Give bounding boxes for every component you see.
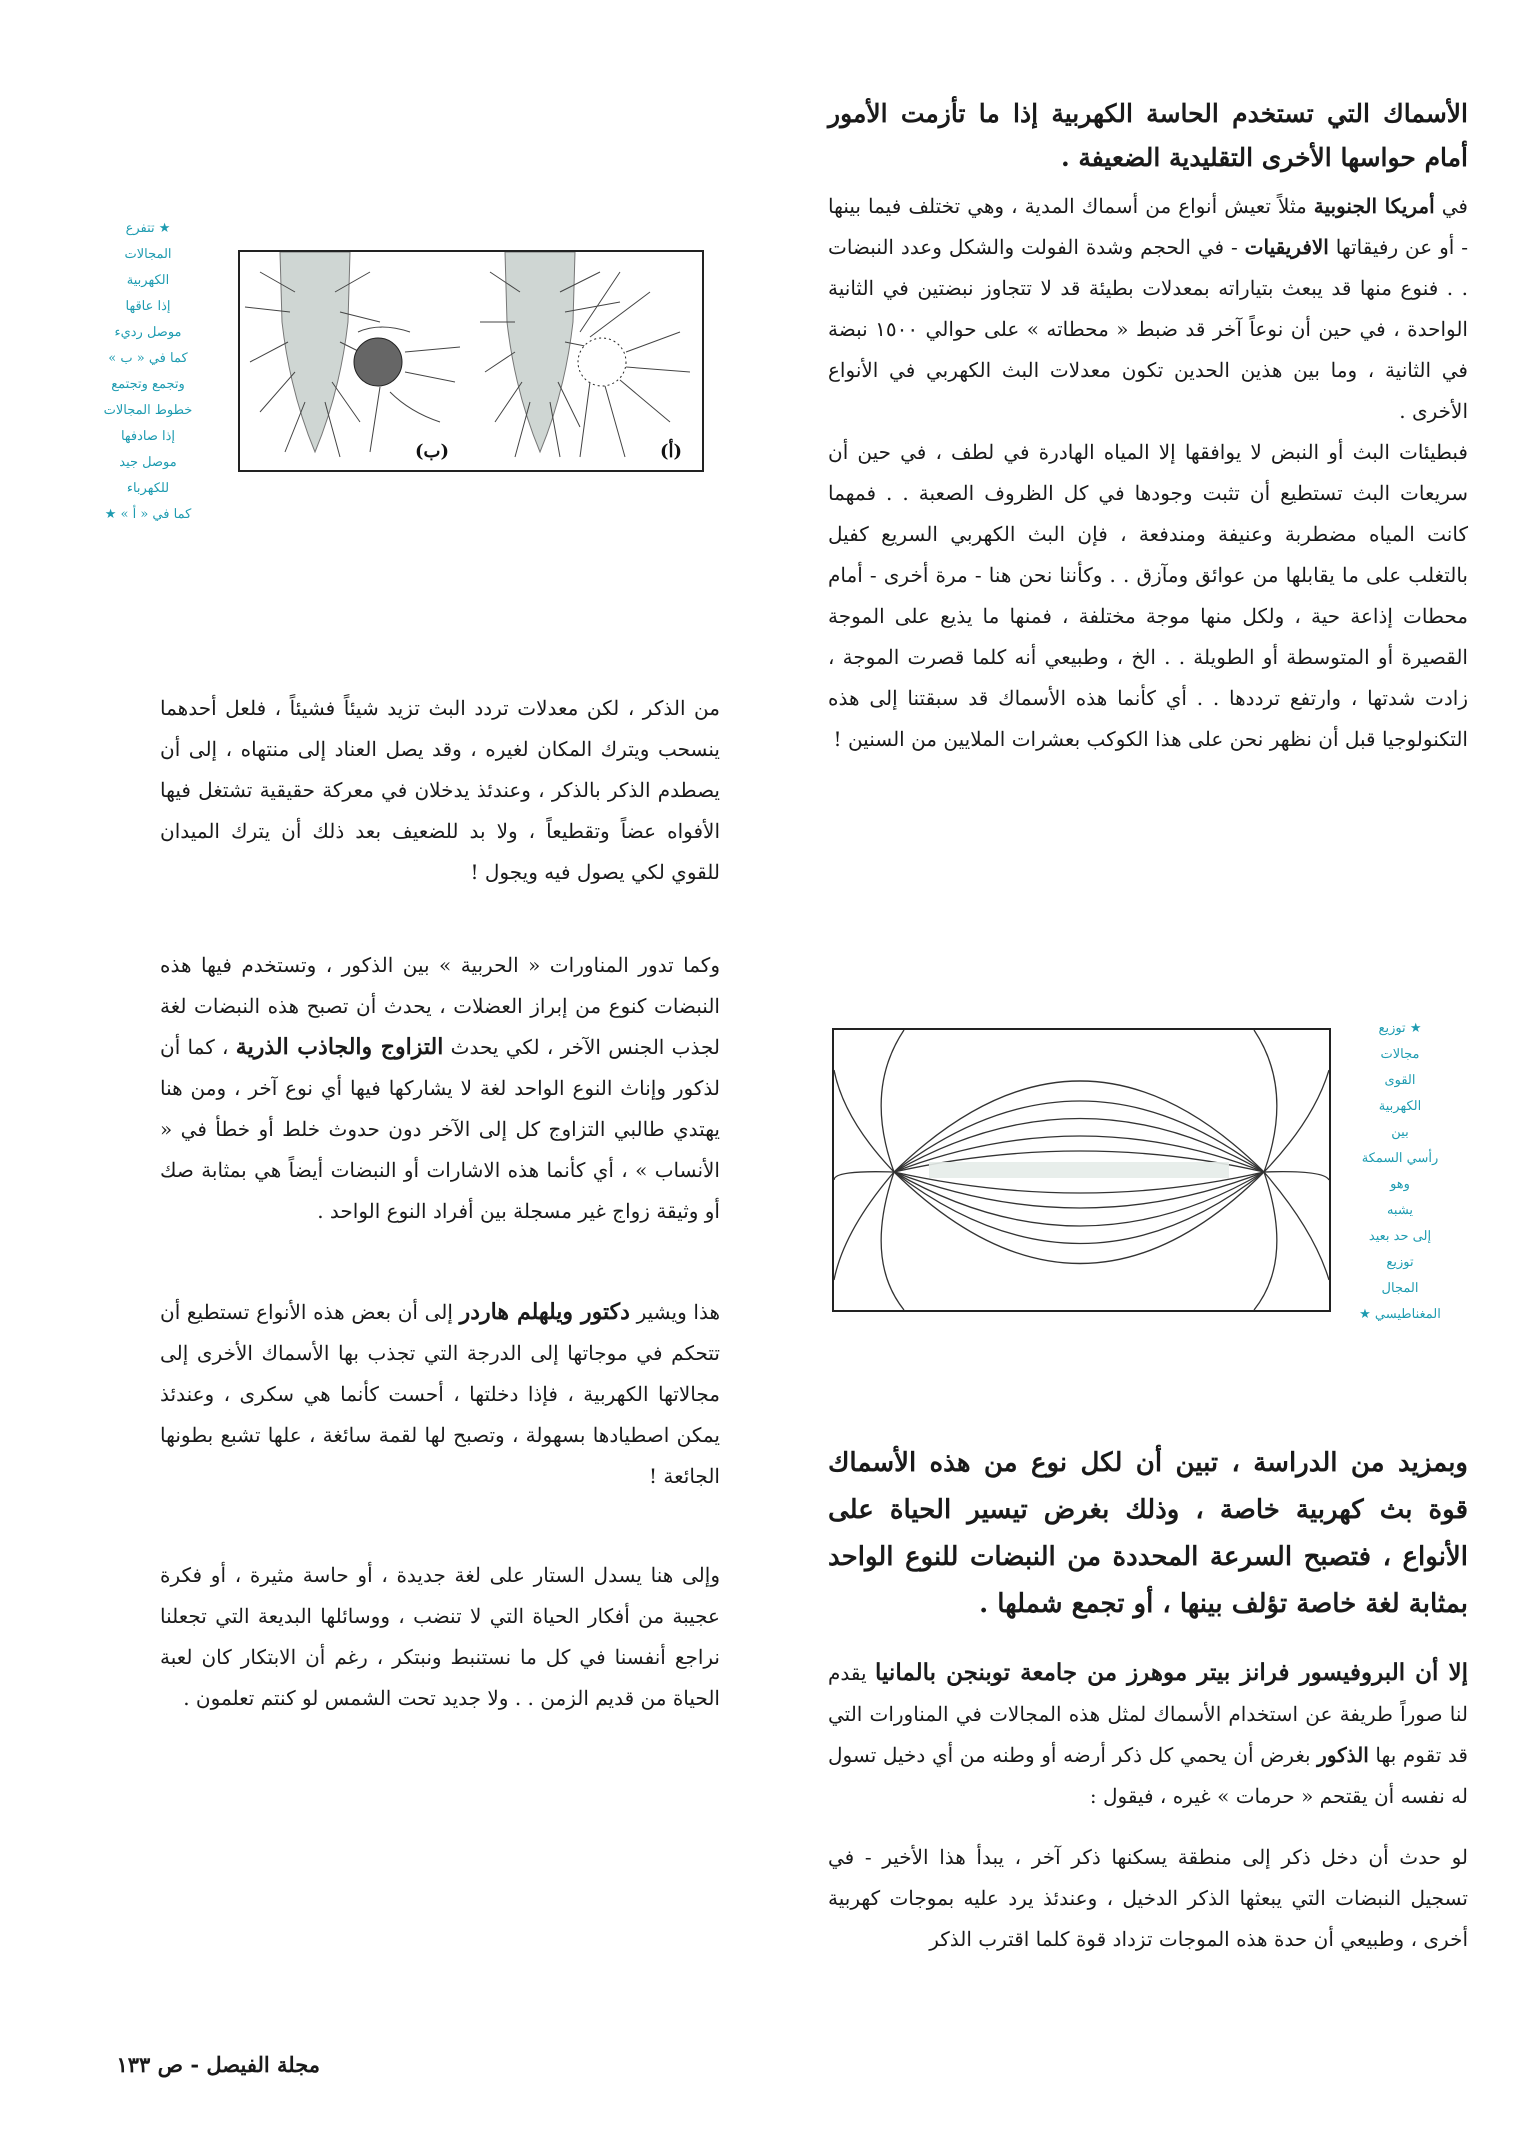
caption-line: المغناطيسي ★ [1359, 1307, 1441, 1322]
caption-line: للكهرباء [126, 481, 170, 496]
field-lines-illustration [834, 1030, 1329, 1310]
paragraph: هذا ويشير دكتور ويلهلم هاردر إلى أن بعض هذه الأنواع تستطيع أن تتحكم في موجاتها إلى الدرجة التي تجذب بها الأسماك الأخرى إلى مجالاتها الكهربية ، فإذا دخلتها ، أحست كأنما هي سكرى ، وعندئذ يمكن اصطيادها بسهولة ، وتصبح لها لقمة سائغة ، علها تشبع بطونها الجائعة ! [160, 1299, 720, 1488]
paragraph: في أمريكا الجنوبية مثلاً تعيش أنواع من أسماك المدية ، وهي تختلف فيما بينها - أو عن رفيقاتها الافريقيات - في الحجم وشدة الفولت والشكل وعدد النبضات . . فنوع منها قد يبعث بتياراته بمعدلات بطيئة قد لا تتجاوز نبضتين في الثانية الواحدة ، في حين أن نوعاً آخر قد ضبط « محطاته » على حوالي ١٥٠٠ نبضة في الثانية ، وما بين هذين الحدين تكون معدلات البث الكهربي في الأنواع الأخرى . [828, 194, 1468, 423]
caption-line: كما في « أ » ★ [104, 507, 192, 522]
caption-line: بين [1391, 1125, 1409, 1140]
label-a: (أ) [660, 441, 683, 462]
caption-line: المجال [1381, 1281, 1419, 1296]
caption-line: الكهربية [1378, 1099, 1422, 1114]
caption-line: وتجمع وتجتمع [111, 377, 185, 392]
paragraph: وكما تدور المناورات « الحربية » بين الذكور ، وتستخدم فيها هذه النبضات كنوع من إبراز العضلات ، يحدث أن تصبح هذه النبضات لغة لجذب الجنس الآخر ، لكي يحدث التزاوج والجاذب الذرية ، كما أن لذكور وإناث النوع الواحد لغة لا يشاركها فيها أي نوع آخر ، ومن هنا يهتدي طالبي التزاوج كل إلى الآخر دون حدوث خلط أو خطأ في « الأنساب » ، أي كأنما هذه الاشارات أو النبضات أيضاً هي بمثابة صك أو وثيقة زواج غير مسجلة بين أفراد النوع الواحد . [160, 953, 721, 1223]
fish-field-illustration [240, 252, 702, 470]
caption-line: رأسي السمكة [1361, 1151, 1439, 1166]
left-column [160, 688, 720, 1719]
caption-line: ★ توزيع [1378, 1021, 1422, 1036]
caption-line: يشبه [1386, 1203, 1414, 1218]
caption-line: مجالات [1380, 1047, 1420, 1062]
figure-caption [1350, 1016, 1450, 1328]
figure-field-lines [832, 1028, 1331, 1312]
caption-line: الكهربية [126, 273, 170, 288]
paragraph: إلا أن البروفيسور فرانز بيتر موهرز من جامعة توبنجن بالمانيا يقدم لنا صوراً طريفة عن استخدام الأسماك لمثل هذه المجالات في المناورات التي قد تقوم بها الذكور بغرض أن يحمي كل ذكر أرضه أو وطنه من أي دخيل تسول له نفسه أن يقتحم « حرمات » غيره ، فيقول : [828, 1659, 1468, 1808]
right-column-top [828, 92, 1468, 760]
caption-line: موصل جيد [119, 455, 177, 470]
caption-line: كما في « ب » [108, 351, 188, 366]
highlight-paragraph: وبمزيد من الدراسة ، تبين أن لكل نوع من هذه الأسماك قوة بث كهربية خاصة ، وذلك بغرض تيسير الحياة على الأنواع ، فتصبح السرعة المحددة من النبضات للنوع الواحد بمثابة لغة خاصة تؤلف بينها ، أو تجمع شملها . [828, 1448, 1468, 1619]
caption-line: إذا عاقها [125, 299, 171, 314]
figure-caption [98, 216, 198, 528]
figure-fish-fields [238, 250, 704, 472]
paragraph: لو حدث أن دخل ذكر إلى منطقة يسكنها ذكر آخر ، يبدأ هذا الأخير - في تسجيل النبضات التي يبعثها الذكر الدخيل ، وعندئذ يرد عليه بموجات كهربية أخرى ، وطبيعي أن حدة هذه الموجات تزداد قوة كلما اقترب الذكر [828, 1845, 1468, 1951]
caption-line: توزيع [1386, 1255, 1414, 1270]
caption-line: ★ تتفرع [125, 221, 171, 236]
caption-line: القوى [1384, 1073, 1416, 1088]
lead-paragraph: الأسماك التي تستخدم الحاسة الكهربية إذا ما تأزمت الأمور أمام حواسها الأخرى التقليدية الضعيفة . [828, 99, 1468, 172]
caption-line: إلى حد بعيد [1368, 1229, 1432, 1244]
caption-line: وهو [1390, 1177, 1410, 1192]
paragraph: من الذكر ، لكن معدلات تردد البث تزيد شيئاً فشيئاً ، فلعل أحدهما ينسحب ويترك المكان لغيره ، وقد يصل العناد إلى منتهاه ، إلى أن يصطدم الذكر بالذكر ، وعندئذ يدخلان في معركة حقيقية تشتغل فيها الأفواه عضاً وتقطيعاً ، ولا بد للضعيف بعد ذلك أن يترك الميدان للقوي لكي يصول فيه ويجول ! [160, 696, 721, 884]
label-b: (ب) [415, 441, 450, 462]
caption-line: إذا صادفها [120, 429, 176, 444]
caption-line: خطوط المجالات [103, 403, 193, 418]
caption-line: موصل رديء [114, 325, 182, 340]
page-footer: مجلة الفيصل - ص ١٣٣ [116, 2052, 320, 2077]
paragraph: فبطيئات البث أو النبض لا يوافقها إلا المياه الهادرة في لطف ، في حين أن سريعات البث تستطيع أن تثبت وجودها في كل الظروف الصعبة . . فمهما كانت المياه مضطربة وعنيفة ومندفعة ، فإن البث الكهربي السريع كفيل بالتغلب على ما يقابلها من عوائق ومآزق . . وكأننا نحن هنا - مرة أخرى - أمام محطات إذاعة حية ، ولكل منها موجة مختلفة ، فمنها ما يذيع على الموجة القصيرة أو المتوسطة أو الطويلة . . الخ ، وطبيعي أنه كلما قصرت الموجة ، زادت شدتها ، وارتفع ترددها . . أي كأنما هذه الأسماك قد سبقتنا إلى هذه التكنولوجيا قبل أن نظهر نحن على هذا الكوكب بعشرات الملايين من السنين ! [828, 440, 1468, 751]
caption-line: المجالات [124, 247, 172, 262]
right-column-bottom [828, 1440, 1468, 1960]
paragraph: وإلى هنا يسدل الستار على لغة جديدة ، أو حاسة مثيرة ، أو فكرة عجيبة من أفكار الحياة التي لا تنضب ، ووسائلها البديعة التي تجعلنا نراجع أنفسنا في كل ما نستنبط ونبتكر ، رغم أن الابتكار كان لعبة الحياة من قديم الزمن . . ولا جديد تحت الشمس لو كنتم تعلمون . [160, 1563, 720, 1710]
